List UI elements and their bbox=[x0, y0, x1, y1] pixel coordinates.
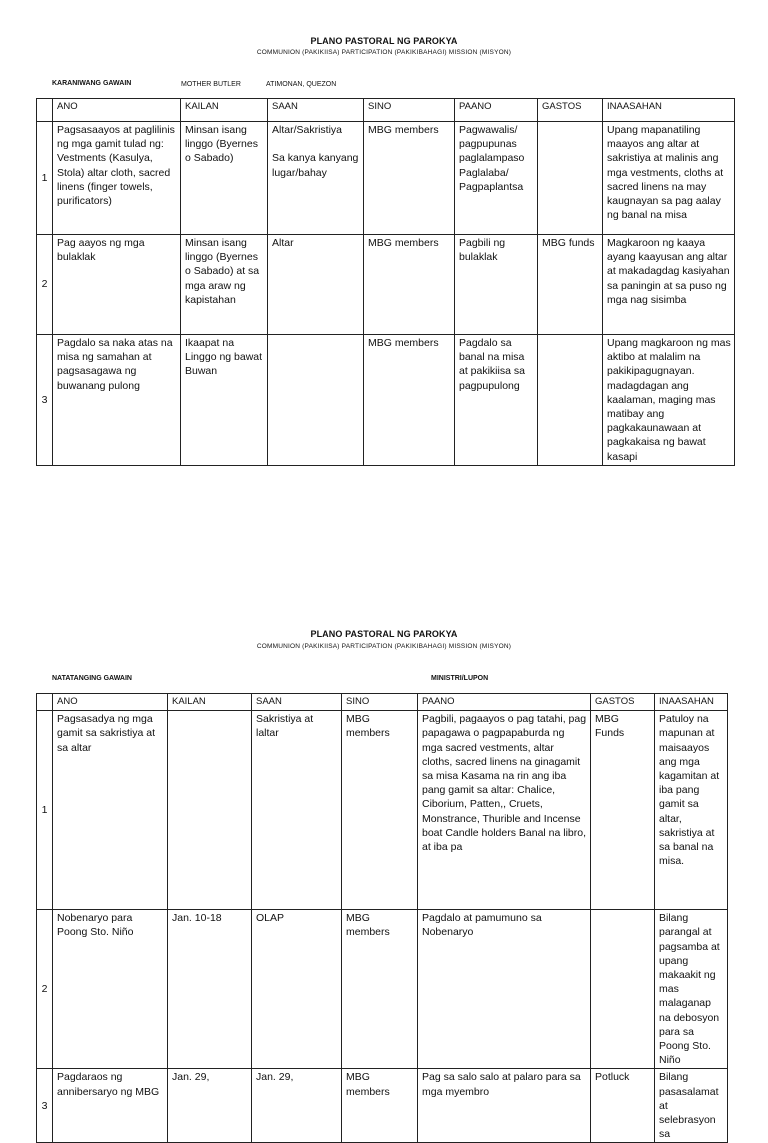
cell-paano: Pag sa salo salo at palaro para sa mga myembro bbox=[418, 1069, 591, 1143]
cell-gastos: MBG funds bbox=[538, 235, 603, 335]
header-sino: SINO bbox=[342, 694, 418, 711]
plan2-subtitle: COMMUNION (PAKIKIISA) PARTICIPATION (PAKIKIBAHAGI) MISSION (MISYON) bbox=[256, 643, 512, 650]
header-sino: SINO bbox=[364, 99, 455, 122]
header-kailan: KAILAN bbox=[181, 99, 268, 122]
plan1-table bbox=[36, 98, 735, 466]
header-num bbox=[37, 99, 53, 122]
row-number: 1 bbox=[37, 711, 53, 910]
cell-paano: Pagbili ng bulaklak bbox=[455, 235, 538, 335]
cell-kailan: Jan. 29, bbox=[168, 1069, 252, 1143]
cell-sino: MBG members bbox=[364, 122, 455, 235]
cell-inaasahan: Bilang parangal at pagsamba at upang makaakit ng mas malaganap na debosyon para sa Poong Sto. Niño bbox=[655, 910, 728, 1069]
cell-inaasahan: Upang magkaroon ng mas aktibo at malalim na pakikipagugnayan. madagdagan ang kaalaman, maging mas matibay ang pagkakaunawaan at pagkakaisa ng bawat kasapi bbox=[603, 335, 735, 466]
cell-saan bbox=[268, 335, 364, 466]
table-row bbox=[37, 122, 735, 235]
cell-sino: MBG members bbox=[342, 910, 418, 1069]
header-paano: PAANO bbox=[455, 99, 538, 122]
header-ano: ANO bbox=[53, 99, 181, 122]
cell-ano: Pagdaraos ng annibersaryo ng MBG bbox=[53, 1069, 168, 1143]
plan1-subtitle: COMMUNION (PAKIKIISA) PARTICIPATION (PAKIKIBAHAGI) MISSION (MISYON) bbox=[256, 49, 512, 56]
cell-ano: Pagsasaayos at paglilinis ng mga gamit tulad ng: Vestments (Kasulya, Stola) altar cloth, sacred linens (finger towels, purificators) bbox=[53, 122, 181, 235]
cell-paano: Pagwawalis/ pagpupunas paglalampaso Paglalaba/ Pagpaplantsa bbox=[455, 122, 538, 235]
cell-inaasahan: Patuloy na mapunan at maisaayos ang mga kagamitan at iba pang gamit sa altar, sakristiya at sa banal na misa. bbox=[655, 711, 728, 910]
cell-saan: Sakristiya at laltar bbox=[252, 711, 342, 910]
cell-gastos: Potluck bbox=[591, 1069, 655, 1143]
plan1-header-row bbox=[37, 99, 735, 122]
table-row bbox=[37, 910, 728, 1069]
plan2-ministry: MINISTRI/LUPON bbox=[431, 675, 489, 682]
cell-sino: MBG members bbox=[342, 711, 418, 910]
cell-gastos bbox=[591, 910, 655, 1069]
header-kailan: KAILAN bbox=[168, 694, 252, 711]
row-number: 2 bbox=[37, 910, 53, 1069]
cell-kailan: Jan. 10-18 bbox=[168, 910, 252, 1069]
cell-gastos bbox=[538, 122, 603, 235]
header-saan: SAAN bbox=[252, 694, 342, 711]
plan2-header-row bbox=[37, 694, 728, 711]
cell-saan: OLAP bbox=[252, 910, 342, 1069]
header-num bbox=[37, 694, 53, 711]
cell-saan: Altar bbox=[268, 235, 364, 335]
cell-sino: MBG members bbox=[364, 335, 455, 466]
cell-sino: MBG members bbox=[342, 1069, 418, 1143]
header-inaasahan: INAASAHAN bbox=[603, 99, 735, 122]
plan1-group: MOTHER BUTLER bbox=[181, 81, 241, 88]
table-row bbox=[37, 1069, 728, 1143]
header-gastos: GASTOS bbox=[591, 694, 655, 711]
header-gastos: GASTOS bbox=[538, 99, 603, 122]
row-number: 3 bbox=[37, 335, 53, 466]
plan2-category: NATATANGING GAWAIN bbox=[52, 675, 132, 682]
cell-saan: Jan. 29, bbox=[252, 1069, 342, 1143]
header-ano: ANO bbox=[53, 694, 168, 711]
cell-saan: Altar/Sakristiya Sa kanya kanyang lugar/bahay bbox=[268, 122, 364, 235]
cell-gastos: MBG Funds bbox=[591, 711, 655, 910]
row-number: 1 bbox=[37, 122, 53, 235]
cell-kailan bbox=[168, 711, 252, 910]
cell-inaasahan: Upang mapanatiling maayos ang altar at sakristiya at malinis ang mga vestments, cloths at sacred linens na may kaugnayan sa pag aalay ng banal na misa bbox=[603, 122, 735, 235]
row-number: 3 bbox=[37, 1069, 53, 1143]
cell-kailan: Ikaapat na Linggo ng bawat Buwan bbox=[181, 335, 268, 466]
cell-ano: Pagdalo sa naka atas na misa ng samahan at pagsasagawa ng buwanang pulong bbox=[53, 335, 181, 466]
cell-paano: Pagdalo at pamumuno sa Nobenaryo bbox=[418, 910, 591, 1069]
cell-paano: Pagbili, pagaayos o pag tatahi, pag papagawa o pagpapaburda ng mga sacred vestments, altar cloths, sacred linens na ginagamit sa misa Kasama na rin ang iba pang gamit sa altar: Chalice, Ciborium, Patten,, Cruets, Monstrance, Thurible and Incense boat Candle holders Banal na libro, at iba pa bbox=[418, 711, 591, 910]
cell-kailan: Minsan isang linggo (Byernes o Sabado) bbox=[181, 122, 268, 235]
plan1-category: KARANIWANG GAWAIN bbox=[52, 80, 132, 87]
cell-ano: Pagsasadya ng mga gamit sa sakristiya at sa altar bbox=[53, 711, 168, 910]
plan1-title: PLANO PASTORAL NG PAROKYA bbox=[310, 36, 458, 46]
table-row bbox=[37, 711, 728, 910]
header-paano: PAANO bbox=[418, 694, 591, 711]
table-row bbox=[37, 335, 735, 466]
header-saan: SAAN bbox=[268, 99, 364, 122]
plan2-title: PLANO PASTORAL NG PAROKYA bbox=[310, 629, 458, 639]
table-row bbox=[37, 235, 735, 335]
cell-ano: Nobenaryo para Poong Sto. Niño bbox=[53, 910, 168, 1069]
cell-ano: Pag aayos ng mga bulaklak bbox=[53, 235, 181, 335]
cell-paano: Pagdalo sa banal na misa at pakikiisa sa pagpupulong bbox=[455, 335, 538, 466]
plan2-table bbox=[36, 693, 728, 1143]
row-number: 2 bbox=[37, 235, 53, 335]
header-inaasahan: INAASAHAN bbox=[655, 694, 728, 711]
plan1-location: ATIMONAN, QUEZON bbox=[266, 81, 337, 88]
cell-sino: MBG members bbox=[364, 235, 455, 335]
cell-inaasahan: Bilang pasasalamat at selebrasyon sa bbox=[655, 1069, 728, 1143]
cell-kailan: Minsan isang linggo (Byernes o Sabado) at sa mga araw ng kapistahan bbox=[181, 235, 268, 335]
cell-gastos bbox=[538, 335, 603, 466]
cell-inaasahan: Magkaroon ng kaaya ayang kaayusan ang altar at makadagdag kasiyahan sa paningin at sa puso ng mga nag sisimba bbox=[603, 235, 735, 335]
